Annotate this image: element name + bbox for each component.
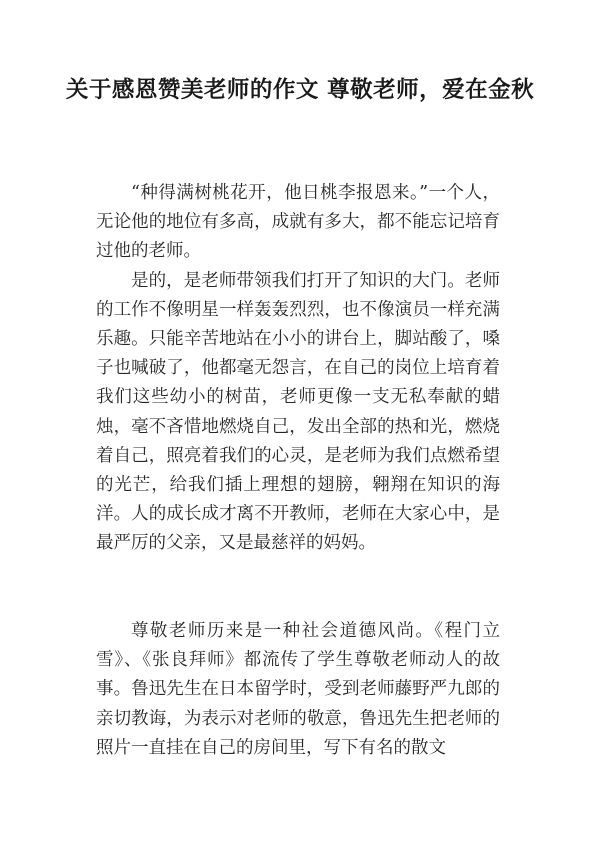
body-text-block — [96, 617, 500, 763]
paragraph: 尊敬老师历来是一种社会道德风尚。《程门立雪》、《张良拜师》都流传了学生尊敬老师动人的故事。鲁迅先生在日本留学时，受到老师藤野严九郎的亲切教诲，为表示对老师的敬意，鲁迅先生把老师的照片一直挂在自己的房间里，写下有名的散文 — [96, 621, 500, 758]
paragraph: 是的，是老师带领我们打开了知识的大门。老师的工作不像明星一样轰轰烈烈，也不像演员一样充满乐趣。只能辛苦地站在小小的讲台上，脚站酸了，嗓子也喊破了，他都毫无怨言，在自己的岗位上培育着我们这些幼小的树苗，老师更像一支无私奉献的蜡烛，毫不吝惜地燃烧自己，发出全部的热和光，燃烧着自己，照亮着我们的心灵，是老师为我们点燃希望的光芒，给我们插上理想的翅膀，翱翔在知识的海洋。人的成长成才离不开教师，老师在大家心中，是最严厉的父亲，又是最慈祥的妈妈。 — [96, 270, 500, 554]
body-text-block — [96, 179, 500, 559]
document-title: 关于感恩赞美老师的作文 尊敬老师，爱在金秋 — [65, 77, 535, 103]
paragraph: “种得满树桃花开，他日桃李报恩来。”一个人，无论他的地位有多高，成就有多大，都不能忘记培育过他的老师。 — [96, 183, 500, 262]
